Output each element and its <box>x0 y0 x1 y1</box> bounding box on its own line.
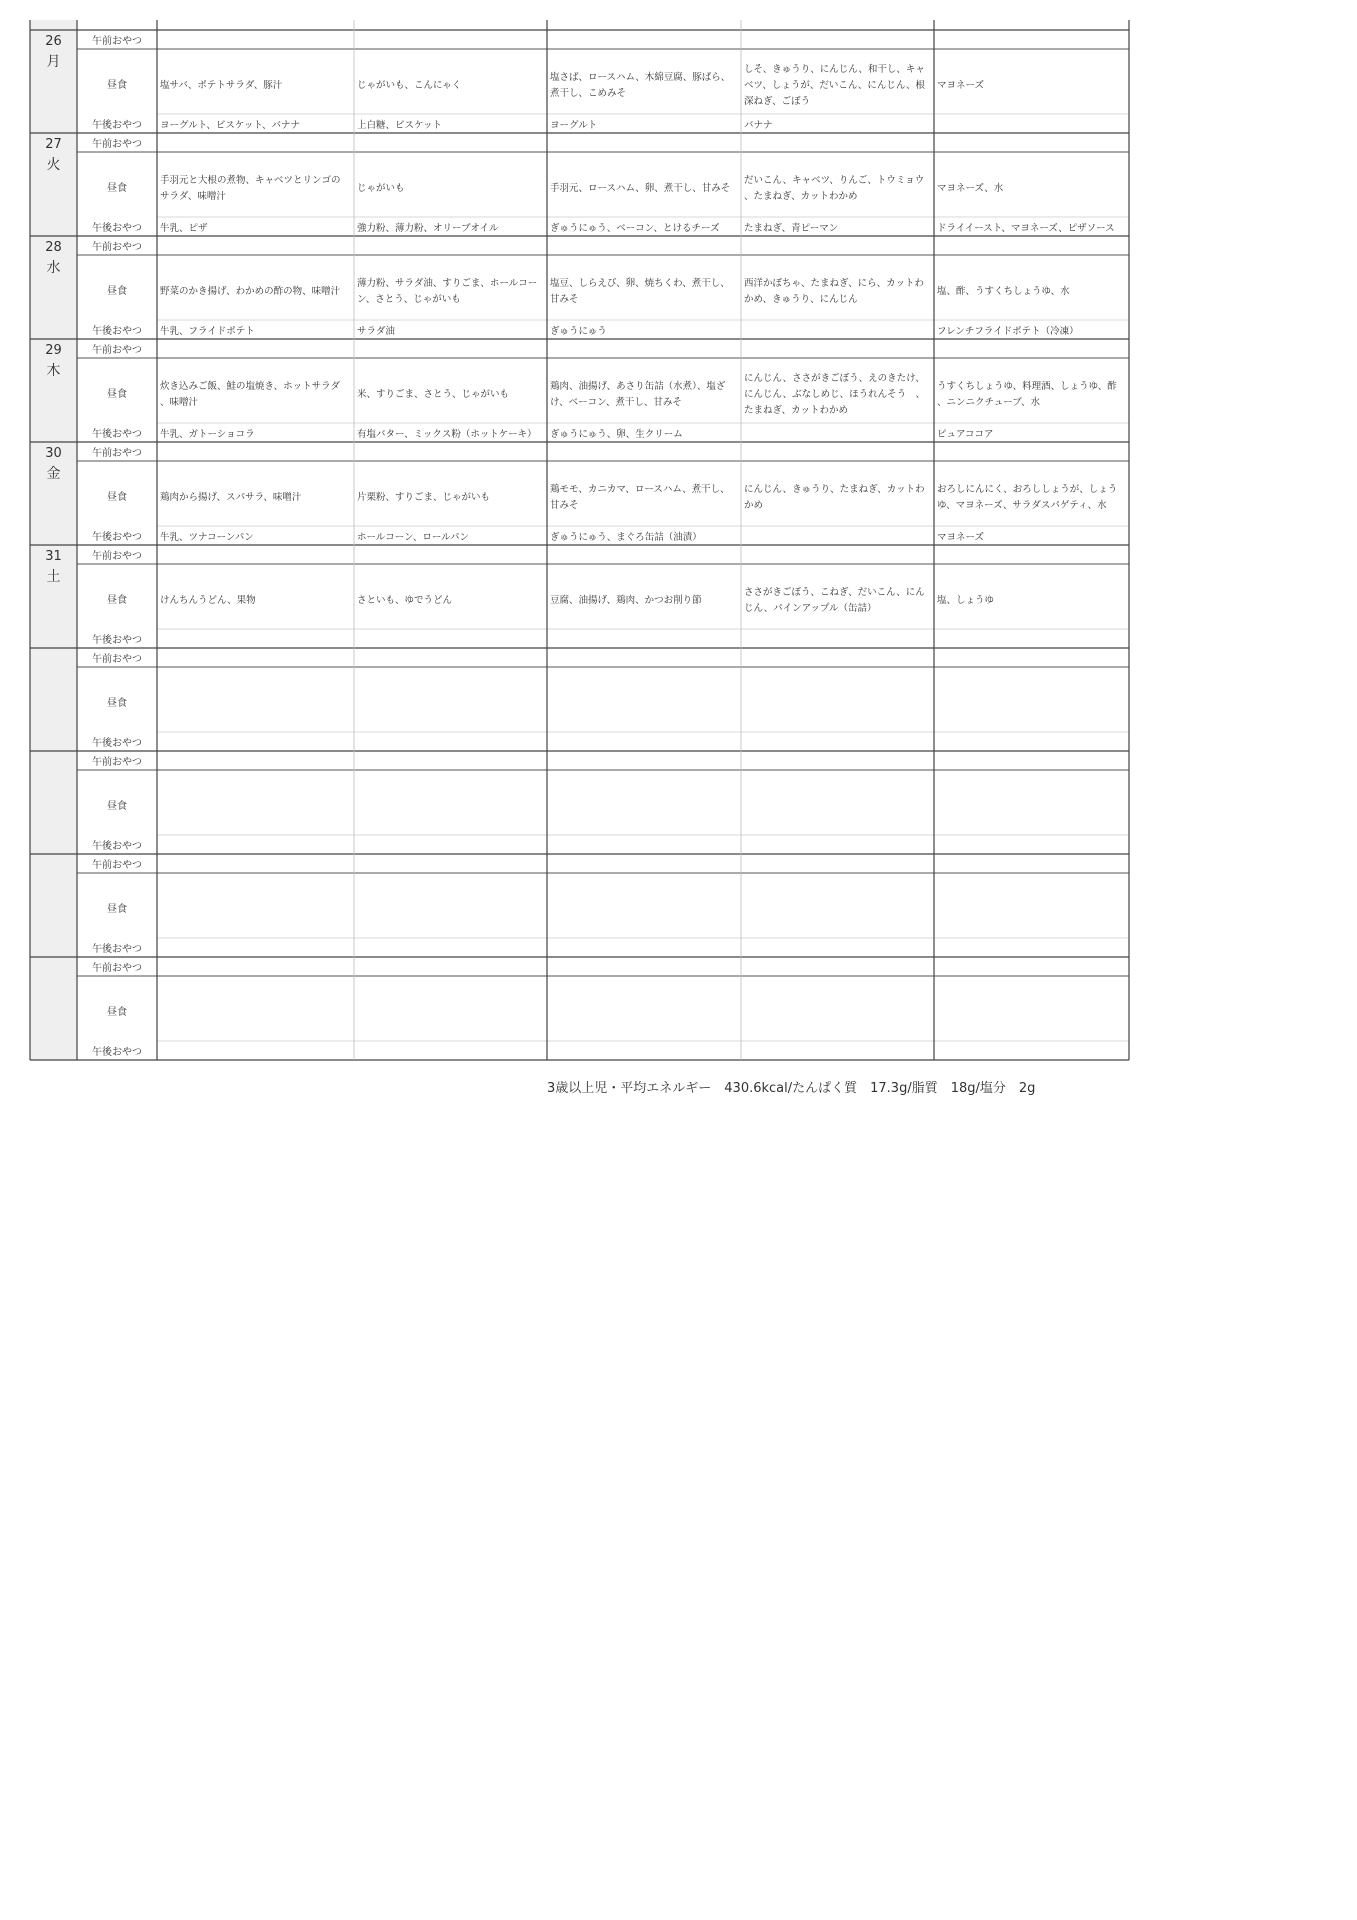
lunch-cell: じゃがいも <box>357 183 405 194</box>
am-snack-label: 午前おやつ <box>92 654 142 665</box>
pm-snack-cell: ぎゅうにゅう、卵、生クリーム <box>550 429 683 440</box>
pm-snack-label: 午後おやつ <box>92 532 142 543</box>
lunch-cell: 、ニンニクチューブ、水 <box>937 397 1040 408</box>
pm-snack-cell: 牛乳、フライドポテト <box>160 326 255 337</box>
pm-snack-cell: ぎゅうにゅう、ベーコン、とけるチーズ <box>550 223 720 234</box>
lunch-cell: 煮干し、こめみそ <box>550 88 627 99</box>
day-number: 29 <box>45 343 62 358</box>
lunch-cell: 鶏肉、油揚げ、あさり缶詰（水煮）、塩ざ <box>550 381 726 392</box>
pm-snack-label: 午後おやつ <box>92 1047 142 1058</box>
lunch-cell: 塩、酢、うすくちしょうゆ、水 <box>937 286 1070 297</box>
pm-snack-cell: 上白糖、ビスケット <box>357 120 443 131</box>
lunch-cell: にんじん、きゅうり、たまねぎ、カットわ <box>744 484 925 495</box>
lunch-cell: ゆ、マヨネーズ、サラダスパゲティ、水 <box>937 500 1107 511</box>
lunch-cell: け、ベーコン、煮干し、甘みそ <box>550 397 682 408</box>
lunch-cell: 、たまねぎ、カットわかめ <box>744 191 858 202</box>
lunch-cell: ン、さとう、じゃがいも <box>357 294 461 305</box>
lunch-cell: 塩サバ、ポテトサラダ、豚汁 <box>160 80 283 91</box>
lunch-label: 昼食 <box>107 183 127 194</box>
lunch-cell: 鶏肉から揚げ、スパサラ、味噌汁 <box>160 492 302 503</box>
day-of-week: 水 <box>46 260 61 276</box>
pm-snack-cell: フレンチフライドポテト（冷凍） <box>937 326 1079 337</box>
am-snack-label: 午前おやつ <box>92 551 142 562</box>
lunch-label: 昼食 <box>107 286 127 297</box>
lunch-label: 昼食 <box>107 492 127 503</box>
lunch-cell: 、味噌汁 <box>160 397 199 408</box>
pm-snack-cell: ぎゅうにゅう <box>550 326 607 337</box>
pm-snack-label: 午後おやつ <box>92 326 142 337</box>
am-snack-label: 午前おやつ <box>92 963 142 974</box>
lunch-cell: にんじん、ささがきごぼう、えのきたけ、 <box>744 373 925 384</box>
day-column-shade <box>30 20 77 1060</box>
pm-snack-cell: 強力粉、薄力粉、オリーブオイル <box>357 223 499 234</box>
am-snack-label: 午前おやつ <box>92 345 142 356</box>
pm-snack-cell: 有塩バター、ミックス粉（ホットケーキ） <box>357 429 537 440</box>
day-of-week: 木 <box>46 363 61 379</box>
lunch-cell: 炊き込みご飯、鮭の塩焼き、ホットサラダ <box>160 381 341 392</box>
lunch-cell: サラダ、味噌汁 <box>160 191 226 202</box>
am-snack-label: 午前おやつ <box>92 860 142 871</box>
lunch-cell: 塩、しょうゆ <box>937 595 995 606</box>
lunch-cell: けんちんうどん、果物 <box>160 595 256 606</box>
pm-snack-cell: ヨーグルト、ビスケット、バナナ <box>160 120 301 131</box>
day-number: 28 <box>45 240 62 255</box>
day-number: 27 <box>45 137 62 152</box>
pm-snack-label: 午後おやつ <box>92 120 142 131</box>
lunch-cell: かめ <box>744 500 764 511</box>
pm-snack-label: 午後おやつ <box>92 429 142 440</box>
lunch-cell: じゃがいも、こんにゃく <box>357 80 462 91</box>
lunch-cell: かめ、きゅうり、にんじん <box>744 294 858 305</box>
lunch-cell: 鶏モモ、カニカマ、ロースハム、煮干し、 <box>550 484 730 495</box>
lunch-cell: 手羽元、ロースハム、卵、煮干し、甘みそ <box>550 183 731 194</box>
lunch-label: 昼食 <box>107 80 127 91</box>
lunch-cell: たまねぎ、カットわかめ <box>744 405 849 416</box>
day-of-week: 火 <box>46 157 61 173</box>
lunch-cell: うすくちしょうゆ、料理酒、しょうゆ、酢 <box>937 381 1117 392</box>
lunch-label: 昼食 <box>107 595 127 606</box>
pm-snack-label: 午後おやつ <box>92 738 142 749</box>
lunch-label: 昼食 <box>107 1007 127 1018</box>
lunch-cell: さといも、ゆでうどん <box>357 595 453 606</box>
lunch-cell: 西洋かぼちゃ、たまねぎ、にら、カットわ <box>744 278 925 289</box>
lunch-cell: じん、パインアップル（缶詰） <box>744 603 877 614</box>
lunch-cell: おろしにんにく、おろししょうが、しょう <box>937 484 1118 495</box>
lunch-cell: ささがきごぼう、こねぎ、だいこん、にん <box>744 587 925 598</box>
am-snack-label: 午前おやつ <box>92 36 142 47</box>
am-snack-label: 午前おやつ <box>92 757 142 768</box>
lunch-label: 昼食 <box>107 801 127 812</box>
lunch-cell: 塩さば、ロースハム、木綿豆腐、豚ばら、 <box>550 72 731 83</box>
am-snack-label: 午前おやつ <box>92 448 142 459</box>
pm-snack-cell: バナナ <box>744 120 773 131</box>
pm-snack-cell: 牛乳、ピザ <box>160 223 208 234</box>
lunch-cell: 塩豆、しらえび、卵、焼ちくわ、煮干し、 <box>550 278 730 289</box>
pm-snack-cell: ぎゅうにゅう、まぐろ缶詰（油漬） <box>550 532 702 543</box>
pm-snack-cell: 牛乳、ガトーショコラ <box>160 429 255 440</box>
lunch-label: 昼食 <box>107 698 127 709</box>
lunch-cell: 手羽元と大根の煮物、キャベツとリンゴの <box>160 175 341 186</box>
am-snack-label: 午前おやつ <box>92 242 142 253</box>
lunch-cell: マヨネーズ <box>937 80 985 91</box>
pm-snack-cell: ヨーグルト <box>550 120 598 131</box>
pm-snack-label: 午後おやつ <box>92 635 142 646</box>
lunch-cell: だいこん、キャベツ、りんご、トウミョウ <box>744 175 925 186</box>
pm-snack-cell: ホールコーン、ロールパン <box>357 532 470 543</box>
pm-snack-cell: サラダ油 <box>357 326 395 337</box>
lunch-label: 昼食 <box>107 389 127 400</box>
nutrition-summary: 3歳以上児・平均エネルギー 430.6kcal/たんぱく質 17.3g/脂質 18g/塩分 2g <box>547 1081 1036 1096</box>
day-number: 26 <box>45 34 62 49</box>
lunch-cell: 豆腐、油揚げ、鶏肉、かつお削り節 <box>550 595 702 606</box>
am-snack-label: 午前おやつ <box>92 139 142 150</box>
lunch-cell: 野菜のかき揚げ、わかめの酢の物、味噌汁 <box>160 286 341 297</box>
pm-snack-cell: ピュアココア <box>937 429 994 440</box>
lunch-label: 昼食 <box>107 904 127 915</box>
pm-snack-cell: たまねぎ、青ピーマン <box>744 223 839 234</box>
pm-snack-label: 午後おやつ <box>92 944 142 955</box>
lunch-cell: ベツ、しょうが、だいこん、にんじん、根 <box>744 80 925 91</box>
pm-snack-label: 午後おやつ <box>92 223 142 234</box>
day-number: 31 <box>45 549 62 564</box>
lunch-cell: 甘みそ <box>550 500 579 511</box>
day-of-week: 金 <box>46 466 61 482</box>
lunch-cell: 甘みそ <box>550 294 579 305</box>
lunch-cell: 薄力粉、サラダ油、すりごま、ホールコー <box>357 278 538 289</box>
pm-snack-cell: 牛乳、ツナコーンパン <box>160 532 254 543</box>
pm-snack-cell: ドライイースト、マヨネーズ、ピザソース <box>937 223 1115 234</box>
day-of-week: 土 <box>46 569 61 585</box>
lunch-cell: 片栗粉、すりごま、じゃがいも <box>357 492 491 503</box>
lunch-cell: しそ、きゅうり、にんじん、和干し、キャ <box>744 64 925 75</box>
lunch-cell: 米、すりごま、さとう、じゃがいも <box>357 389 510 400</box>
pm-snack-cell: マヨネーズ <box>937 532 985 543</box>
lunch-cell: マヨネーズ、水 <box>937 183 1004 194</box>
lunch-cell: にんじん、ぶなしめじ、ほうれんそう 、 <box>744 389 926 400</box>
day-number: 30 <box>45 446 62 461</box>
day-of-week: 月 <box>46 54 61 70</box>
pm-snack-label: 午後おやつ <box>92 841 142 852</box>
lunch-cell: 深ねぎ、ごぼう <box>744 96 811 107</box>
